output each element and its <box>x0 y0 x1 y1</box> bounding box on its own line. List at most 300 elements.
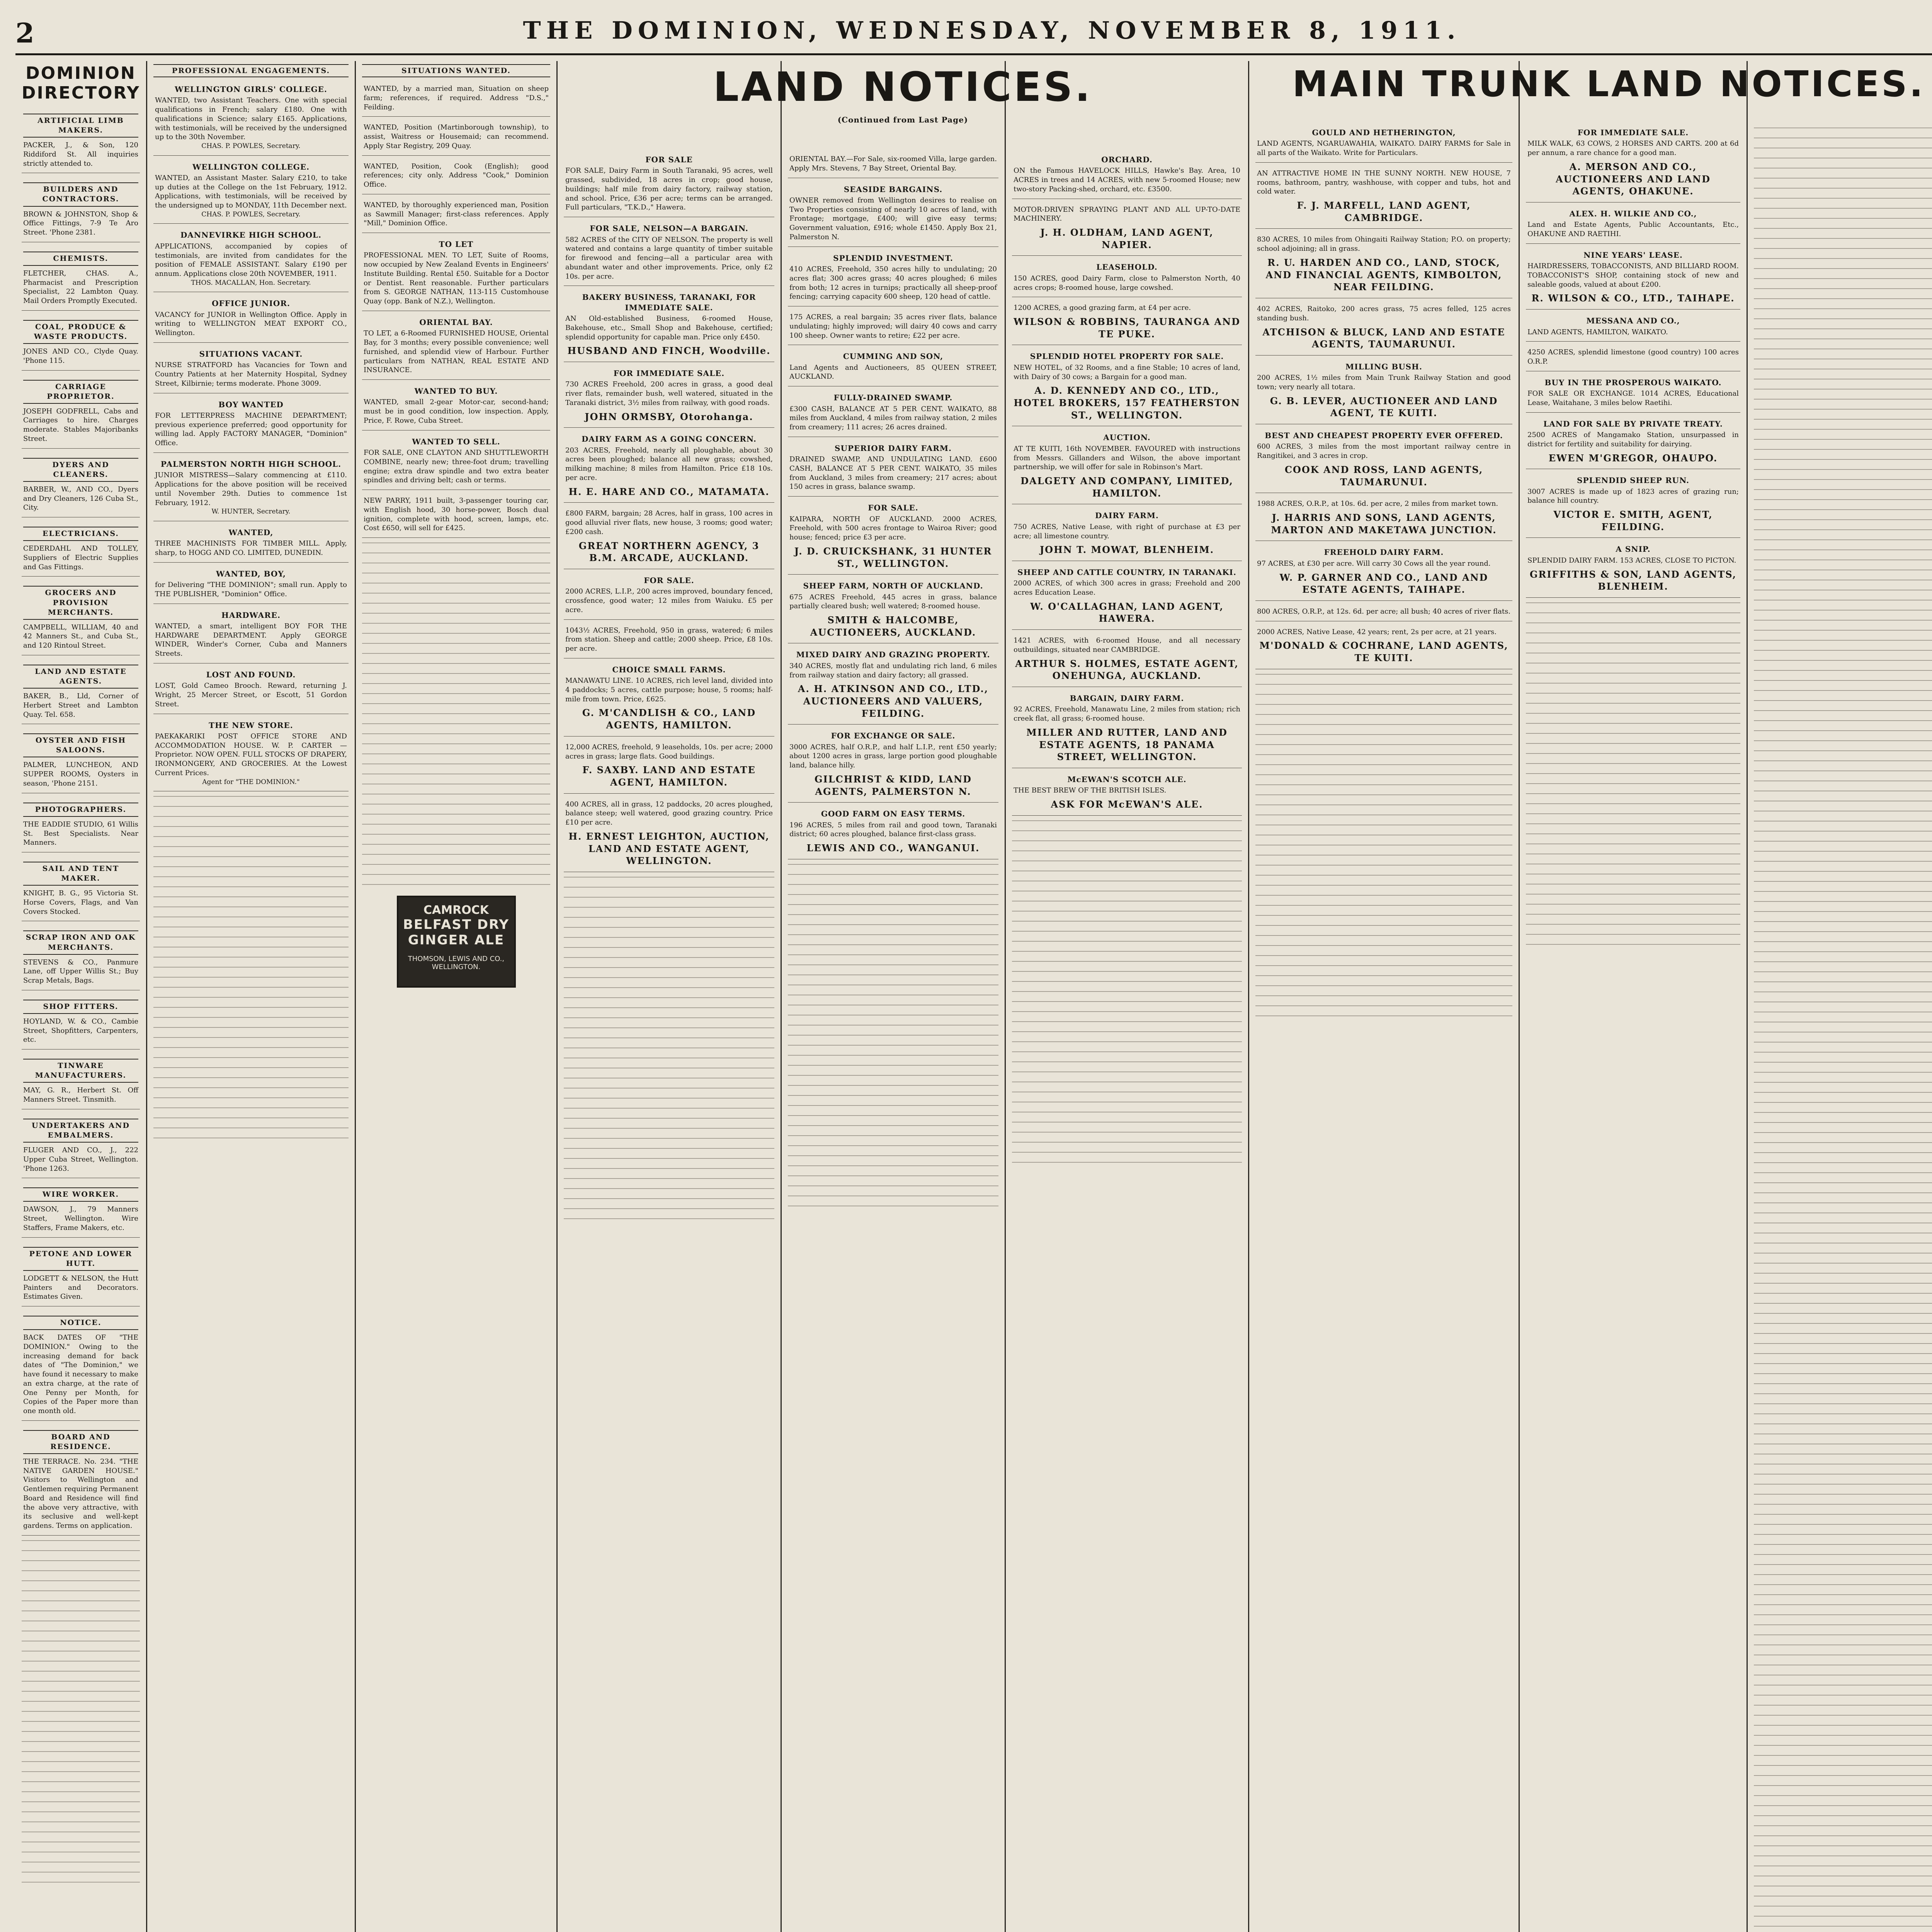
advert <box>362 492 550 538</box>
advert-agent: G. B. LEVER, AUCTIONEER AND LAND AGENT, TE KUITI. <box>1270 395 1498 419</box>
advert-body: MILK WALK, 63 COWS, 2 HORSES AND CARTS. 200 at 6d per annum, a rare chance for a good man. <box>1527 139 1739 157</box>
ginger-ale-brand: CAMROCK <box>423 903 489 917</box>
directory-entry <box>22 1423 140 1536</box>
advert <box>1012 299 1242 345</box>
main-trunk-ads-1 <box>1255 124 1512 669</box>
advert-agent: ARTHUR S. HOLMES, ESTATE AGENT, ONEHUNGA, AUCKLAND. <box>1015 658 1239 682</box>
advert-body: LOST, Gold Cameo Brooch. Reward, returning J. Wright, 25 Mercer Street, or Escott, 51 Gordon Street. <box>155 682 347 708</box>
advert <box>1255 124 1512 163</box>
advert-title: CUMMING AND SON, <box>843 352 944 361</box>
advert-agent: GREAT NORTHERN AGENCY, 3 B.M. ARCADE, AUCKLAND. <box>578 540 760 564</box>
advert-body: FOR SALE, Dairy Farm in South Taranaki, 95 acres, well grassed, subdivided, 18 acres in crop; good house, buildings; half mile from dairy factory, railway station, and school. Price, £36 per acre; terms can be arranged. Full particulars, "T.K.D.," Hawera. <box>565 167 773 212</box>
advert <box>788 439 998 497</box>
directory-entry <box>22 1309 140 1421</box>
advert-body: 3007 ACRES is made up of 1823 acres of grazing run; balance hill country. <box>1527 487 1739 505</box>
advert <box>788 309 998 345</box>
advert-title: FOR SALE. <box>868 503 918 513</box>
advert-agent: H. ERNEST LEIGHTON, AUCTION, LAND AND ESTATE AGENT, WELLINGTON. <box>568 830 770 867</box>
advert-title: LAND FOR SALE BY PRIVATE TREATY. <box>1543 419 1723 429</box>
advert-title: PALMERSTON NORTH HIGH SCHOOL. <box>160 459 342 469</box>
advert <box>1526 205 1740 244</box>
directory-entry <box>22 923 140 990</box>
advert <box>153 80 349 156</box>
advert-body: NEW PARRY, 1911 built, 3-passenger touring car, with English hood, 30 horse-power, Bosch dual ignition, complete with hood, screen, lamps, etc. Cost £650, will sell for £425. <box>364 497 549 532</box>
advert-body: 4250 ACRES, splendid limestone (good country) 100 acres O.R.P. <box>1527 348 1739 366</box>
directory-entry <box>22 993 140 1049</box>
advert-body: AN Old-established Business, 6-roomed House, Bakehouse, etc., Small Shop and Bakehouse, certified; splendid opportunity for capable man. Price only £450. <box>565 315 773 341</box>
advert <box>564 219 774 286</box>
main-trunk-column-1 <box>1249 124 1519 1932</box>
advert-agent: F. J. MARFELL, LAND AGENT, CAMBRIDGE. <box>1297 200 1471 223</box>
advert <box>1526 124 1740 202</box>
advert-body: 2000 ACRES, of which 300 acres in grass; Freehold and 200 acres Education Lease. <box>1014 579 1240 597</box>
advert-title: SPLENDID INVESTMENT. <box>833 253 953 263</box>
advert <box>1012 563 1242 630</box>
advert-body: 97 ACRES, at £30 per acre. Will carry 30 Cows all the year round. <box>1257 559 1491 568</box>
directory-entry-body: FLETCHER, CHAS. A., Pharmacist and Prescription Specialist, 22 Lambton Quay. Mail Orders Promptly Executed. <box>23 269 138 305</box>
advert-title: ORIENTAL BAY. <box>419 317 493 327</box>
directory-entry <box>22 175 140 242</box>
advert-agent: J. H. OLDHAM, LAND AGENT, NAPIER. <box>1040 227 1214 250</box>
advert-agent: HUSBAND AND FINCH, Woodville. <box>567 345 771 357</box>
main-trunk-ads-2 <box>1526 124 1740 598</box>
directory-entry <box>22 796 140 852</box>
advert-signature: CHAS. P. POWLES, Secretary. <box>201 210 301 218</box>
advert <box>153 666 349 714</box>
advert-body: 2500 ACRES of Mangamako Station, unsurpassed in district for fertility and suitability for dairying. <box>1527 431 1739 448</box>
land-column-3 <box>1006 151 1248 1932</box>
advert-agent: J. HARRIS AND SONS, LAND AGENTS, MARTON AND MAKETAWA JUNCTION. <box>1271 512 1497 536</box>
advert <box>1255 358 1512 424</box>
advert-body: 340 ACRES, mostly flat and undulating rich land, 6 miles from railway station and dairy factory; all grassed. <box>789 662 997 679</box>
advert <box>362 433 550 490</box>
advert-title: DANNEVIRKE HIGH SCHOOL. <box>180 230 322 240</box>
advert-title: McEWAN'S SCOTCH ALE. <box>1067 774 1187 784</box>
advert <box>788 499 998 575</box>
advert-body: HAIRDRESSERS, TOBACCONISTS, AND BILLIARD ROOM. TOBACCONIST'S SHOP, containing stock of new and saleable goods, valued at about £200. <box>1527 262 1739 289</box>
advert-body: 203 ACRES, Freehold, nearly all ploughable, about 30 acres been ploughed; balance all new grass; cowshed, milking machine; 8 miles from Hamilton. Price £18 10s. per acre. <box>565 446 773 482</box>
advert-agent: GRIFFITHS & SON, LAND AGENTS, BLENHEIM. <box>1529 568 1737 592</box>
advert-agent: MILLER AND RUTTER, LAND AND ESTATE AGENTS, 18 PANAMA STREET, WELLINGTON. <box>1026 726 1228 763</box>
advert <box>788 805 998 859</box>
advert-title: SITUATIONS VACANT. <box>199 349 303 359</box>
advert-body: £300 CASH, BALANCE AT 5 PER CENT. WAIKATO, 88 miles from Auckland, 4 miles from railway station, 2 miles from creamery; 111 acres; 26 acres drained. <box>789 405 997 432</box>
advert <box>788 249 998 306</box>
advert-body: 3000 ACRES, half O.R.P., and half L.I.P., rent £50 yearly; about 1200 acres in grass, large portion good ploughable land, balance hilly. <box>789 743 997 770</box>
advert <box>564 430 774 503</box>
advert <box>788 347 998 386</box>
advert-body: 1988 ACRES, O.R.P., at 10s. 6d. per acre, 2 miles from market town. <box>1257 500 1498 508</box>
situations-head: SITUATIONS WANTED. <box>362 64 550 77</box>
advert-title: A SNIP. <box>1616 544 1651 554</box>
advert-agent: ASK FOR McEWAN'S ALE. <box>1051 799 1203 810</box>
advert-title: OFFICE JUNIOR. <box>212 299 290 308</box>
directory-entry-head: COAL, PRODUCE & WASTE PRODUCTS. <box>23 320 138 344</box>
advert-title: WANTED, <box>228 527 274 537</box>
advert-body: 600 ACRES, 3 miles from the most important railway centre in Rangitikei, and 3 acres in crop. <box>1257 442 1511 460</box>
advert-body: THREE MACHINISTS FOR TIMBER MILL. Apply, sharp, to HOGG AND CO. LIMITED, DUNEDIN. <box>155 539 347 557</box>
advert-body: 1043½ ACRES, Freehold, 950 in grass, watered; 6 miles from station. Sheep and cattle; 2000 sheep. Price, £8 10s. per acre. <box>565 626 773 653</box>
directory-entry-body: CAMPBELL, WILLIAM, 40 and 42 Manners St., and Cuba St., and 120 Rintoul Street. <box>23 623 138 650</box>
advert-body: TO LET, a 6-Roomed FURNISHED HOUSE, Oriental Bay, for 3 months; every possible convenience; well furnished, and splendid view of Harbour. Further particulars from NATHAN, REAL ESTATE AND INSURANCE. <box>364 329 549 374</box>
advert-title: WELLINGTON COLLEGE. <box>192 162 310 172</box>
land-ads-2 <box>788 151 998 859</box>
advert-body: AT TE KUITI, 16th NOVEMBER. FAVOURED with instructions from Messrs. Gillanders and Wilson, the above important partnership, we will offer for sale in Robinson's Mart. <box>1014 444 1240 471</box>
small-print-filler <box>1526 600 1740 948</box>
advert <box>1526 540 1740 597</box>
advert-body: JUNIOR MISTRESS—Salary commencing at £110. Applications for the above position will be received until November 29th. Duties to commence 1st February, 1912. <box>155 471 347 507</box>
directory-entry <box>22 520 140 577</box>
directory-entry-head: PETONE AND LOWER HUTT. <box>23 1247 138 1271</box>
advert-title: BAKERY BUSINESS, TARANAKI, FOR IMMEDIATE SALE. <box>582 293 756 312</box>
directory-entry <box>22 1180 140 1237</box>
advert-agent: VICTOR E. SMITH, AGENT, FEILDING. <box>1553 509 1713 532</box>
advert-body: WANTED, an Assistant Master. Salary £210, to take up duties at the College on the 1st February, 1912. Applications, with testimonials, will be received by the undersigned up to MONDAY, 11th December next. <box>155 173 347 210</box>
main-trunk-column-3 <box>1748 124 1932 1932</box>
advert-title: SHEEP AND CATTLE COUNTRY, IN TARANAKI. <box>1017 567 1236 577</box>
advert <box>1255 543 1512 600</box>
directory-entry-body: CEDERDAHL AND TOLLEY, Suppliers of Electric Supplies and Gas Fittings. <box>23 544 138 571</box>
ginger-ale-maker: THOMSON, LEWIS AND CO., WELLINGTON. <box>408 955 505 971</box>
advert <box>564 661 774 736</box>
directory-entry-body: DAWSON, J., 79 Manners Street, Wellington. Wire Staffers, Frame Makers, etc. <box>23 1205 138 1232</box>
advert-body: ON the Famous HAVELOCK HILLS, Hawke's Bay. Area, 10 ACRES in trees and 14 ACRES, with new 5-roomed House; new two-story Packing-shed, orchard, etc. £3500. <box>1014 167 1240 193</box>
advert <box>788 727 998 803</box>
directory-entry-head: ARTIFICIAL LIMB MAKERS. <box>23 114 138 138</box>
advert-signature: Agent for "THE DOMINION." <box>202 778 300 786</box>
directory-entry <box>22 245 140 311</box>
directory-entry-head: SHOP FITTERS. <box>23 1000 138 1014</box>
advert-title: ALEX. H. WILKIE AND CO., <box>1569 209 1697 218</box>
advert <box>1012 507 1242 561</box>
advert-title: DAIRY FARM. <box>1095 511 1159 520</box>
advert-body: 92 ACRES, Freehold, Manawatu Line, 2 miles from station; rich creek flat, all grass; 6-roomed house. <box>1014 705 1240 723</box>
advert-title: FOR IMMEDIATE SALE. <box>1577 128 1689 137</box>
directory-entry-head: CARRIAGE PROPRIETOR. <box>23 380 138 404</box>
advert-title: NINE YEARS' LEASE. <box>1583 250 1683 260</box>
advert-agent: J. D. CRUICKSHANK, 31 HUNTER ST., WELLINGTON. <box>794 545 992 569</box>
advert <box>153 524 349 563</box>
advert <box>153 345 349 393</box>
advert-body: AN ATTRACTIVE HOME IN THE SUNNY NORTH. NEW HOUSE, 7 rooms, bathroom, pantry, washhouse, with copper and tubs, hot and cold water. <box>1257 169 1511 196</box>
advert <box>1255 624 1512 669</box>
advert <box>1012 258 1242 297</box>
advert <box>362 197 550 233</box>
advert-agent: F. SAXBY. LAND AND ESTATE AGENT, HAMILTON. <box>582 764 756 788</box>
advert-body: WANTED, by a married man, Situation on sheep farm; references, if required. Address "D.S.," Feilding. <box>364 85 549 111</box>
main-trunk-title: MAIN TRUNK LAND NOTICES. <box>1292 63 1925 105</box>
land-column-2 <box>782 151 1005 1932</box>
directory-column <box>15 61 146 1932</box>
advert-body: 402 ACRES, Raitoko, 200 acres grass, 75 acres felled, 125 acres standing bush. <box>1257 305 1511 322</box>
advert-body: WANTED, Position (Martinborough township), to assist, Waitress or Housemaid; can recommend. Apply Star Registry, 209 Quay. <box>364 123 549 150</box>
directory-entry-body: STEVENS & CO., Panmure Lane, off Upper Willis St.; Buy Scrap Metals, Bags. <box>23 958 138 985</box>
directory-entry-body: PACKER, J., & Son, 120 Riddiford St. All inquiries strictly attended to. <box>23 141 138 168</box>
advert <box>362 235 550 311</box>
directory-entry-body: BROWN & JOHNSTON, Shop & Office Fittings, 7-9 Te Aro Street. 'Phone 2381. <box>23 210 138 237</box>
advert <box>153 294 349 343</box>
advert <box>564 739 774 794</box>
advert-title: GOULD AND HETHERINGTON, <box>1312 128 1456 137</box>
main-trunk-column-2 <box>1520 124 1747 1932</box>
small-print-filler <box>1754 125 1932 1932</box>
small-print-filler <box>1012 818 1242 1166</box>
advert-agent: H. E. HARE AND CO., MATAMATA. <box>568 486 770 497</box>
advert <box>788 577 998 643</box>
directory-entry-head: ELECTRICIANS. <box>23 527 138 541</box>
advert-title: WANTED, BOY, <box>216 569 286 578</box>
advert <box>153 565 349 604</box>
advert-title: BARGAIN, DAIRY FARM. <box>1070 694 1184 703</box>
advert-agent: G. M'CANDLISH & CO., LAND AGENTS, HAMILTON. <box>582 707 756 731</box>
advert <box>1255 165 1512 229</box>
advert <box>564 505 774 569</box>
advert-body: FOR LETTERPRESS MACHINE DEPARTMENT; previous experience preferred; good opportunity for willing lad. Apply FACTORY MANAGER, "Dominion" Office. <box>155 411 347 447</box>
advert-body: 582 ACRES of the CITY OF NELSON. The property is well watered and contains a large quantity of timber suitable for firewood and fencing—all a particular area with abundant water and other improvements. Price, only £2 10s. per acre. <box>565 235 773 281</box>
advert-title: SPLENDID HOTEL PROPERTY FOR SALE. <box>1030 352 1224 361</box>
directory-entry-head: WIRE WORKER. <box>23 1187 138 1202</box>
small-print-filler <box>788 862 998 1209</box>
advert-body: 200 ACRES, 1½ miles from Main Trunk Railway Station and good town; very nearly all totara. <box>1257 374 1511 391</box>
advert-body: 175 ACRES, a real bargain; 35 acres river flats, balance undulating; highly improved; will dairy 40 cows and carry 100 sheep. Owner wants to retire; £22 per acre. <box>789 313 997 340</box>
advert-agent: JOHN T. MOWAT, BLENHEIM. <box>1039 544 1214 556</box>
advert-body: 675 ACRES Freehold, 445 acres in grass, balance partially cleared bush; well watered; 8-roomed house. <box>789 593 997 611</box>
directory-entry-head: BUILDERS AND CONTRACTORS. <box>23 182 138 206</box>
advert-agent: A. D. KENNEDY AND CO., LTD., HOTEL BROKERS, 157 FEATHERSTON ST., WELLINGTON. <box>1014 385 1240 421</box>
advert-agent: ATCHISON & BLUCK, LAND AND ESTATE AGENTS, TAUMARUNUI. <box>1262 326 1505 350</box>
advert-body: LAND AGENTS, NGARUAWAHIA, WAIKATO. DAIRY FARMS for Sale in all parts of the Waikato. Write for Particulars. <box>1257 139 1511 157</box>
advert-body: KAIPARA, NORTH OF AUCKLAND. 2000 ACRES, Freehold, with 500 acres frontage to Wairoa River; good house; fenced; price £3 per acre. <box>789 515 997 542</box>
advert-body: 150 ACRES, good Dairy Farm, close to Palmerston North, 40 acres crops; 8-roomed house, large cowshed. <box>1014 274 1240 292</box>
advert-title: CHOICE SMALL FARMS. <box>612 665 726 674</box>
advert-agent: W. P. GARNER AND CO., LAND AND ESTATE AGENTS, TAIHAPE. <box>1279 571 1488 595</box>
advert-body: 1200 ACRES, a good grazing farm, at £4 per acre. <box>1014 304 1191 312</box>
advert-title: HARDWARE. <box>221 610 281 620</box>
advert <box>362 119 550 155</box>
professional-column <box>147 61 355 1932</box>
advert-title: MILLING BUSH. <box>1345 362 1422 371</box>
advert <box>564 571 774 620</box>
advert-title: FREEHOLD DAIRY FARM. <box>1324 548 1444 557</box>
land-notices-subtitle: (Continued from Last Page) <box>837 115 968 124</box>
small-print-filler <box>362 540 550 888</box>
advert-body: 730 ACRES Freehold, 200 acres in grass, a good deal river flats, remainder bush, well watered, situated in the Taranaki district, 3½ miles from railway, with good roads. <box>565 380 773 407</box>
advert-title: ORCHARD. <box>1101 155 1153 164</box>
advert-title: DAIRY FARM AS A GOING CONCERN. <box>582 434 757 444</box>
professional-head: PROFESSIONAL ENGAGEMENTS. <box>153 64 349 77</box>
advert-title: GOOD FARM ON EASY TERMS. <box>821 809 966 819</box>
advert-agent: EWEN M'GREGOR, OHAUPO. <box>1548 452 1718 464</box>
advert-signature: THOS. MACALLAN, Hon. Secretary. <box>191 279 311 287</box>
advert <box>362 80 550 117</box>
advert-title: WELLINGTON GIRLS' COLLEGE. <box>175 85 327 94</box>
directory-entry-body: HOYLAND, W. & CO., Cambie Street, Shopfitters, Carpenters, etc. <box>23 1017 138 1044</box>
land-column-1 <box>558 151 781 1932</box>
advert <box>153 716 349 792</box>
advert-body: 750 ACRES, Native Lease, with right of purchase at £3 per acre; all limestone country. <box>1014 522 1240 540</box>
advert-title: FULLY-DRAINED SWAMP. <box>833 393 953 403</box>
directory-entry-body: JONES AND CO., Clyde Quay. 'Phone 115. <box>23 347 138 365</box>
directory-entry-body: JOSEPH GODFRELL, Cabs and Carriages to hire. Charges moderate. Stables Majoribanks Street. <box>23 407 138 443</box>
directory-entry <box>22 451 140 517</box>
advert <box>153 455 349 521</box>
advert-body: 830 ACRES, 10 miles from Ohingaiti Railway Station; P.O. on property; school adjoining; all in grass. <box>1257 235 1511 253</box>
advert-body: 400 ACRES, all in grass, 12 paddocks, 20 acres ploughed, balance steep; well watered, good grazing country. Price £10 per acre. <box>565 800 773 827</box>
advert-body: FOR SALE, ONE CLAYTON AND SHUTTLEWORTH COMBINE, nearly new; three-foot drum; travelling engine; extra draw spindle and two extra beater spindles and driving belt; cash or terms. <box>364 449 549 485</box>
directory-entry <box>22 855 140 921</box>
main-trunk-header <box>1249 61 1932 123</box>
advert-body: LAND AGENTS, HAMILTON, WAIKATO. <box>1527 328 1668 336</box>
advert-body: OWNER removed from Wellington desires to realise on Two Properties consisting of nearly 10 acres of land, with Frontage; mortgage, £400; will give easy terms; Government valuation, £916; whole £1450. Apply Box 21, Palmerston N. <box>789 196 997 241</box>
directory-entry <box>22 373 140 449</box>
advert <box>564 622 774 658</box>
advert-agent: A. H. ATKINSON AND CO., LTD., AUCTIONEERS AND VALUERS, FEILDING. <box>798 683 989 719</box>
advert-title: FOR SALE. <box>644 575 694 585</box>
advert <box>362 313 550 380</box>
directory-entry <box>22 1112 140 1178</box>
advert-body: NURSE STRATFORD has Vacancies for Town and Country Patients at her Maternity Hospital, Sydney Street, Kilbirnie; terms moderate. Phone 3009. <box>155 361 347 388</box>
advert <box>1526 246 1740 310</box>
advert <box>564 288 774 362</box>
advert <box>788 180 998 247</box>
advert-title: WANTED TO SELL. <box>412 437 500 446</box>
ginger-ale-product: BELFAST DRY GINGER ALE <box>403 917 510 948</box>
small-print-filler <box>22 1538 140 1886</box>
advert-body: FOR SALE OR EXCHANGE. 1014 ACRES, Educational Lease, Waitahane, 3 miles below Raetihi. <box>1527 389 1739 407</box>
advert-agent: R. WILSON & CO., LTD., TAIHAPE. <box>1531 293 1735 304</box>
advert <box>564 364 774 428</box>
directory-entry <box>22 1052 140 1109</box>
advert <box>1255 495 1512 541</box>
advert <box>153 226 349 292</box>
small-print-filler <box>153 794 349 1141</box>
professional-ads <box>153 80 349 791</box>
masthead <box>15 7 1932 55</box>
directory-entry-head: BOARD AND RESIDENCE. <box>23 1430 138 1454</box>
directory-entry-head: DYERS AND CLEANERS. <box>23 458 138 482</box>
advert-body: for Delivering "THE DOMINION"; small run. Apply to THE PUBLISHER, "Dominion" Office. <box>155 581 347 598</box>
advert-title: LOST AND FOUND. <box>206 670 296 679</box>
advert-title: SEASIDE BARGAINS. <box>844 184 943 194</box>
advert-body: MOTOR-DRIVEN SPRAYING PLANT AND ALL UP-TO-DATE MACHINERY. <box>1014 205 1240 223</box>
advert-title: WANTED TO BUY. <box>414 386 498 396</box>
directory-entry-head: UNDERTAKERS AND EMBALMERS. <box>23 1119 138 1143</box>
advert <box>1526 471 1740 538</box>
advert-agent: SMITH & HALCOMBE, AUCTIONEERS, AUCKLAND. <box>810 614 976 638</box>
directory-list <box>22 107 140 1536</box>
advert-body: PROFESSIONAL MEN. TO LET, Suite of Rooms, now occupied by New Zealand Events in Engineers' Institute Building. Rental £50. Suitable for a Doctor or Dentist. Rent reasonable. Further particulars from S. GEORGE NATHAN, 113-115 Customhouse Quay (opp. Bank of N.Z.), Wellington. <box>364 251 549 306</box>
advert-signature: CHAS. P. POWLES, Secretary. <box>201 142 301 150</box>
advert <box>1012 689 1242 768</box>
advert <box>153 396 349 453</box>
advert-title: SPLENDID SHEEP RUN. <box>1577 476 1689 485</box>
land-ads-1 <box>564 151 774 872</box>
advert <box>1255 427 1512 493</box>
advert <box>564 151 774 217</box>
land-notices-header <box>558 61 1248 150</box>
advert-title: AUCTION. <box>1103 433 1151 442</box>
masthead-title: THE DOMINION, WEDNESDAY, NOVEMBER 8, 1911. <box>523 16 1461 44</box>
advert-title: MIXED DAIRY AND GRAZING PROPERTY. <box>796 650 990 660</box>
advert <box>1526 374 1740 413</box>
advert-body: 12,000 ACRES, freehold, 9 leaseholds, 10s. per acre; 2000 acres in grass; large flats. Good buildings. <box>565 743 773 760</box>
advert-body: 2000 ACRES, L.I.P., 200 acres improved, boundary fenced, crossfence, good water; 12 miles from Waiuku. £5 per acre. <box>565 587 773 614</box>
advert-body: 196 ACRES, 5 miles from rail and good town, Taranaki district; 60 acres ploughed, balance first-class grass. <box>789 821 997 838</box>
land-ads-3 <box>1012 151 1242 816</box>
advert-body: MANAWATU LINE. 10 ACRES, rich level land, divided into 4 paddocks; 5 acres, cattle purpose; house, 5 rooms; half-mile from town. Price, £625. <box>565 677 773 703</box>
small-print-filler <box>1255 672 1512 1019</box>
directory-entry-body: THE EADDIE STUDIO, 61 Willis St. Best Specialists. Near Manners. <box>23 820 138 847</box>
advert-body: £800 FARM, bargain; 28 Acres, half in grass, 100 acres in good alluvial river flats, new house, 3 rooms; good water; £200 cash. <box>565 509 773 536</box>
advert <box>1255 231 1512 298</box>
advert-body: WANTED, two Assistant Teachers. One with special qualifications in French; salary £180. One with qualifications in Science; salary £165. Applications, with testimonials, will be received by the undersigned up to the 30th November. <box>155 96 347 141</box>
advert-body: WANTED, by thoroughly experienced man, Position as Sawmill Manager; first-class references. Apply "Mill," Dominion Office. <box>364 201 549 228</box>
directory-entry-head: PHOTOGRAPHERS. <box>23 803 138 817</box>
advert-title: LEASEHOLD. <box>1096 262 1158 272</box>
advert-agent: WILSON & ROBBINS, TAURANGA AND TE PUKE. <box>1014 316 1240 340</box>
advert-title: THE NEW STORE. <box>209 720 293 730</box>
directory-entry-body: LODGETT & NELSON, the Hutt Painters and Decorators. Estimates Given. <box>23 1274 138 1301</box>
advert-title: FOR SALE, NELSON—A BARGAIN. <box>590 224 748 233</box>
advert-title: FOR EXCHANGE OR SALE. <box>831 731 956 741</box>
advert-agent: GILCHRIST & KIDD, LAND AGENTS, PALMERSTON N. <box>815 773 972 797</box>
advert <box>1526 312 1740 342</box>
directory-entry <box>22 1240 140 1306</box>
directory-entry-body: FLUGER AND CO., J., 222 Upper Cuba Street, Wellington. 'Phone 1263. <box>23 1146 138 1173</box>
directory-entry <box>22 579 140 655</box>
advert-agent: R. U. HARDEN AND CO., LAND, STOCK, AND FINANCIAL AGENTS, KIMBOLTON, NEAR FEILDING. <box>1265 257 1502 293</box>
advert-body: ORIENTAL BAY.—For Sale, six-roomed Villa, large garden. Apply Mrs. Stevens, 7 Bay Street, Oriental Bay. <box>789 155 997 172</box>
advert-title: MESSANA AND CO., <box>1586 316 1680 326</box>
advert <box>1012 632 1242 687</box>
advert-title: FOR SALE <box>645 155 693 164</box>
advert-agent: DALGETY AND COMPANY, LIMITED, HAMILTON. <box>1020 475 1233 499</box>
directory-entry-head: CHEMISTS. <box>23 252 138 266</box>
advert-body: THE BEST BREW OF THE BRITISH ISLES. <box>1014 786 1167 795</box>
advert <box>1255 603 1512 621</box>
land-notices-title: LAND NOTICES. <box>713 63 1093 111</box>
directory-entry-head: SCRAP IRON AND OAK MERCHANTS. <box>23 930 138 954</box>
advert-title: BUY IN THE PROSPEROUS WAIKATO. <box>1544 378 1722 387</box>
directory-entry <box>22 658 140 724</box>
advert-body: PAEKAKARIKI POST OFFICE STORE AND ACCOMMODATION HOUSE. W. P. CARTER — Proprietor. NOW OPEN. FULL STOCKS OF DRAPERY, IRONMONGERY, AND GROCERIES. At the Lowest Current Prices. <box>155 732 347 777</box>
advert-body: 2000 ACRES, Native Lease, 42 years; rent, 2s per acre, at 21 years. <box>1257 628 1497 636</box>
advert <box>1526 344 1740 371</box>
directory-entry-body: BACK DATES OF "THE DOMINION." Owing to the increasing demand for back dates of "The Dominion," we have found it necessary to make an extra charge, at the rate of One Penny per Month, for Copies of the Paper more than one month old. <box>23 1333 138 1415</box>
advert-title: SHEEP FARM, NORTH OF AUCKLAND. <box>803 581 983 591</box>
advert <box>1526 415 1740 469</box>
advert-body: Land Agents and Auctioneers, 85 QUEEN STREET, AUCKLAND. <box>789 363 997 381</box>
directory-entry-body: MAY, G. R., Herbert St. Off Manners Street. Tinsmith. <box>23 1086 138 1104</box>
advert <box>1255 301 1512 355</box>
advert <box>788 151 998 178</box>
advert-body: 800 ACRES, O.R.P., at 12s. 6d. per acre; all bush; 40 acres of river flats. <box>1257 607 1511 616</box>
advert <box>1012 201 1242 256</box>
advert <box>153 606 349 663</box>
advert-title: BEST AND CHEAPEST PROPERTY EVER OFFERED. <box>1265 431 1503 440</box>
advert-title: TO LET <box>439 240 474 249</box>
advert-body: VACANCY for JUNIOR in Wellington Office. Apply in writing to WELLINGTON MEAT EXPORT CO., Wellington. <box>155 310 347 337</box>
directory-entry-body: KNIGHT, B. G., 95 Victoria St. Horse Covers, Flags, and Van Covers Stocked. <box>23 889 138 916</box>
advert <box>564 796 774 872</box>
advert-body: WANTED, small 2-gear Motor-car, second-hand; must be in good condition, low inspection. Apply, Price, F. Rowe, Cuba Street. <box>364 398 549 425</box>
ginger-ale-advert <box>397 896 516 988</box>
advert-title: FOR IMMEDIATE SALE. <box>613 368 725 378</box>
directory-entry-body: THE TERRACE. No. 234. "THE NATIVE GARDEN HOUSE." Visitors to Wellington and Gentlemen requiring Permanent Board and Residence will find the above very attractive, with its seclusive and well-kept gardens. Terms on application. <box>23 1457 138 1530</box>
directory-entry-head: LAND AND ESTATE AGENTS. <box>23 665 138 689</box>
advert <box>788 389 998 437</box>
advert-body: 410 ACRES, Freehold, 350 acres hilly to undulating; 20 acres flat; 300 acres grass; 40 acres ploughed; 6 miles from both; 12 acres in turnips; practically all sheep-proof fencing; carrying capacity 600 sheep, 120 head of cattle. <box>789 265 997 301</box>
